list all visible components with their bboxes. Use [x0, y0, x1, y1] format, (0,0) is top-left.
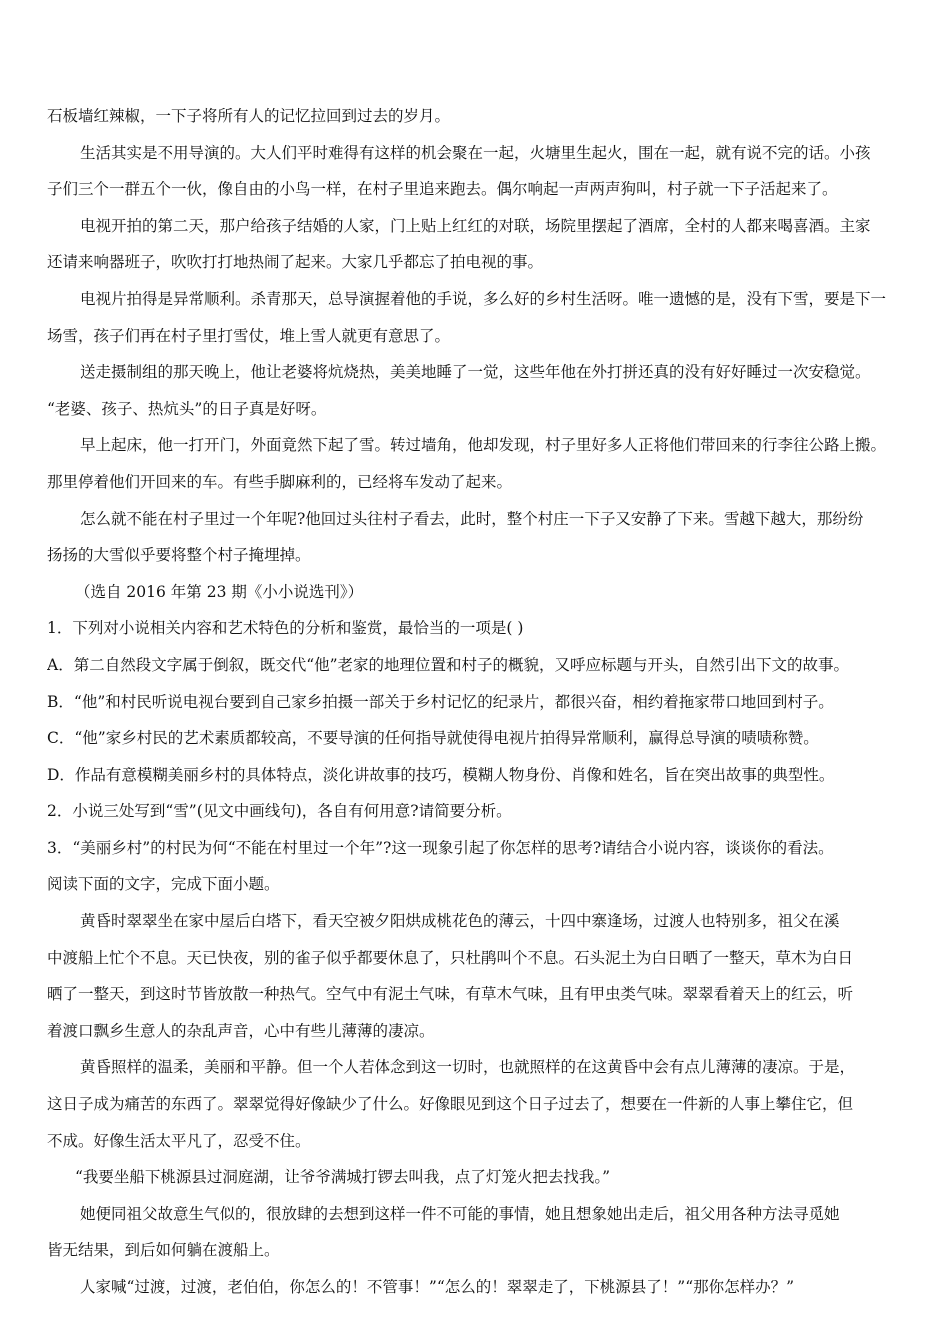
story-line-3: 子们三个一群五个一伙，像自由的小鸟一样，在村子里追来跑去。偶尔响起一声两声狗叫，村子就一下子活起来了。: [47, 180, 838, 199]
reading-2-line-4: 着渡口飘乡生意人的杂乱声音，心中有些儿薄薄的凄凉。: [47, 1021, 435, 1040]
story-line-1: 石板墙红辣椒，一下子将所有人的记忆拉回到过去的岁月。: [47, 107, 451, 125]
reading-2-line-3: 晒了一整天，到这时节皆放散一种热气。空气中有泥土气味，有草木气味，且有甲虫类气味。翠翠看着天上的红云，听: [47, 985, 854, 1004]
reading-2-line-11: 人家喊“过渡，过渡，老伯伯，你怎么的！不管事！”“怎么的！翠翠走了，下桃源县了！”“那你怎样办？”: [80, 1278, 795, 1296]
reading-2-line-7: 不成。好像生活太平凡了，忍受不住。: [47, 1131, 311, 1150]
reading-2-line-10: 皆无结果，到后如何躺在渡船上。: [47, 1241, 280, 1260]
question-1-option-c: C．“他”家乡村民的艺术素质都较高，不要导演的任何指导就使得电视片拍得异常顺利，赢得总导演的啧啧称赞。: [47, 729, 819, 748]
story-line-4: 电视开拍的第二天，那户给孩子结婚的人家，门上贴上红红的对联，场院里摆起了酒席，全村的人都来喝喜酒。主家: [80, 216, 871, 235]
story-line-12: 怎么就不能在村子里过一个年呢?他回过头往村子看去，此时，整个村庄一下子又安静了下来。雪越下越大，那纷纷: [80, 509, 864, 528]
document-page: [47, 98, 913, 1306]
story-line-2: 生活其实是不用导演的。大人们平时难得有这样的机会聚在一起，火塘里生起火，围在一起，就有说不完的话。小孩: [80, 143, 871, 162]
question-1: 1．下列对小说相关内容和艺术特色的分析和鉴赏，最恰当的一项是( ): [47, 619, 524, 638]
reading-2-intro: 阅读下面的文字，完成下面小题。: [47, 875, 280, 894]
reading-2-line-1: 黄昏时翠翠坐在家中屋后白塔下，看天空被夕阳烘成桃花色的薄云，十四中寨逢场，过渡人也特别多，祖父在溪: [80, 912, 840, 931]
question-3: 3．“美丽乡村”的村民为何“不能在村里过一个年”?这一现象引起了你怎样的思考?请结合小说内容，谈谈你的看法。: [47, 838, 834, 857]
story-line-11: 那里停着他们开回来的车。有些手脚麻利的，已经将车发动了起来。: [47, 472, 513, 491]
story-line-8: 送走摄制组的那天晚上，他让老婆将炕烧热，美美地睡了一觉，这些年他在外打拼还真的没有好好睡过一次安稳觉。: [80, 363, 871, 382]
question-1-option-d: D．作品有意模糊美丽乡村的具体特点，淡化讲故事的技巧，模糊人物身份、肖像和姓名，旨在突出故事的典型性。: [47, 765, 835, 784]
story-line-13: 扬扬的大雪似乎要将整个村子掩埋掉。: [47, 546, 311, 565]
story-line-9: “老婆、孩子、热炕头”的日子真是好呀。: [47, 399, 327, 418]
source-citation: （选自 2016 年第 23 期《小小说选刊》）: [75, 582, 364, 601]
story-line-7: 场雪，孩子们再在村子里打雪仗，堆上雪人就更有意思了。: [47, 326, 451, 345]
question-2: 2．小说三处写到“雪”(见文中画线句)，各自有何用意?请简要分析。: [47, 802, 512, 821]
question-1-option-a: A．第二自然段文字属于倒叙，既交代“他”老家的地理位置和村子的概貌，又呼应标题与开头，自然引出下文的故事。: [47, 655, 850, 674]
reading-2-line-8: “我要坐船下桃源县过洞庭湖，让爷爷满城打锣去叫我，点了灯笼火把去找我。”: [75, 1168, 611, 1187]
reading-2-line-9: 她便同祖父故意生气似的，很放肆的去想到这样一件不可能的事情，她且想象她出走后，祖父用各种方法寻觅她: [80, 1204, 840, 1223]
story-line-5: 还请来响器班子，吹吹打打地热闹了起来。大家几乎都忘了拍电视的事。: [47, 253, 544, 272]
reading-2-line-6: 这日子成为痛苦的东西了。翠翠觉得好像缺少了什么。好像眼见到这个日子过去了，想要在一件新的人事上攀住它，但: [47, 1095, 854, 1114]
reading-2-line-5: 黄昏照样的温柔，美丽和平静。但一个人若体念到这一切时，也就照样的在这黄昏中会有点儿薄薄的凄凉。于是，: [80, 1058, 856, 1077]
story-line-6: 电视片拍得是异常顺利。杀青那天，总导演握着他的手说，多么好的乡村生活呀。唯一遗憾的是，没有下雪，要是下一: [80, 289, 887, 308]
story-line-10: 早上起床，他一打开门，外面竟然下起了雪。转过墙角，他却发现，村子里好多人正将他们带回来的行李往公路上搬。: [80, 436, 887, 455]
question-1-option-b: B．“他”和村民听说电视台要到自己家乡拍摄一部关于乡村记忆的纪录片，都很兴奋，相约着拖家带口地回到村子。: [47, 692, 834, 711]
reading-2-line-2: 中渡船上忙个不息。天已快夜，别的雀子似乎都要休息了，只杜鹃叫个不息。石头泥土为白日晒了一整天，草木为白日: [47, 948, 854, 967]
